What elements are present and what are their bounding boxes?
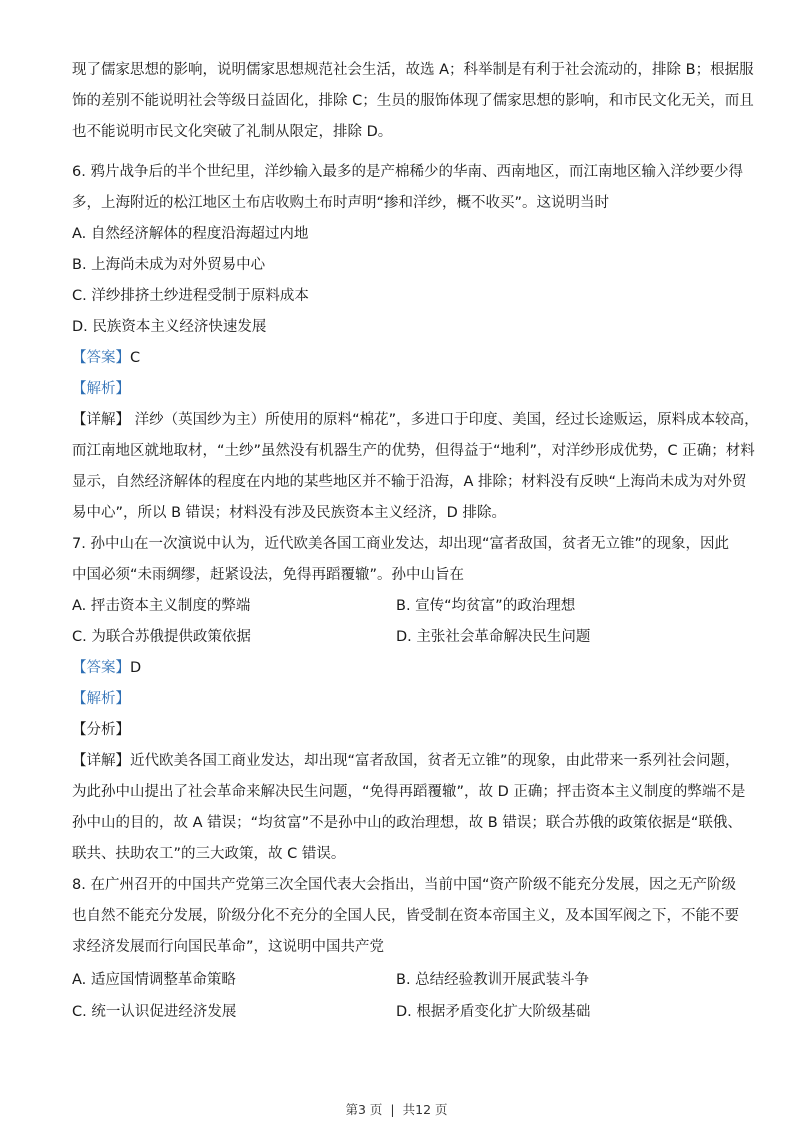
detail-line: 孙中山的目的，故 A 错误；“均贫富”不是孙中山的政治理想，故 B 错误；联合苏俄的政策依据是“联俄、 [72,815,742,831]
detail-line: 【详解】近代欧美各国工商业发达，却出现“富者敌国，贫者无立锥”的现象，由此带来一系列社会问题， [72,753,740,769]
question-7-stem: 7. 孙中山在一次演说中认为，近代欧美各国工商业发达，却出现“富者敌国，贫者无立锥”的现象，因此 [72,536,729,552]
question-8-stem: 求经济发展而行向国民革命”，这说明中国共产党 [72,939,385,955]
analysis-subtag: 【分析】 [72,722,130,738]
option-b: B. 上海尚未成为对外贸易中心 [72,257,266,273]
analysis-tag: 【解析】 [72,381,130,397]
option-a: A. 抨击资本主义制度的弊端 [72,598,251,614]
detail-line: 而江南地区就地取材，“土纱”虽然没有机器生产的优势，但得益于“地利”，对洋纱形成优势，C 正确；材料 [72,443,755,459]
question-7-stem: 中国必须“未雨绸缪，赶紧设法，免得再蹈覆辙”。孙中山旨在 [72,567,465,583]
footer-separator: | [390,1102,395,1117]
page-total: 共12 页 [402,1102,448,1117]
answer-value: D [130,660,142,676]
question-6-stem: 多，上海附近的松江地区土布店收购土布时声明“掺和洋纱，概不收买”。这说明当时 [72,195,610,211]
answer-tag: 【答案】 [72,350,130,366]
options-row [72,1002,722,1022]
analysis-tag: 【解析】 [72,691,130,707]
option-d: D. 根据矛盾变化扩大阶级基础 [396,1004,591,1020]
question-8-stem: 也自然不能充分发展，阶级分化不充分的全国人民，皆受制在资本帝国主义，及本国军阀之下，不能不要 [72,908,739,924]
detail-line: 易中心”，所以 B 错误；材料没有涉及民族资本主义经济，D 排除。 [72,505,506,521]
option-c: C. 统一认识促进经济发展 [72,1004,237,1020]
page-footer [0,1100,793,1118]
option-b: B. 宣传“均贫富”的政治理想 [396,598,576,614]
options-row [72,627,722,647]
option-a: A. 适应国情调整革命策略 [72,972,236,988]
intro-line: 饰的差别不能说明社会等级日益固化，排除 C；生员的服饰体现了儒家思想的影响，和市民文化无关，而且 [72,93,754,109]
question-6-stem: 6. 鸦片战争后的半个世纪里，洋纱输入最多的是产棉稀少的华南、西南地区，而江南地区输入洋纱要少得 [72,164,743,180]
options-row [72,970,722,990]
page-number: 第3 页 [345,1102,383,1117]
intro-line: 也不能说明市民文化突破了礼制从限定，排除 D。 [72,124,393,140]
answer-value: C [130,350,141,366]
option-d: D. 民族资本主义经济快速发展 [72,319,267,335]
detail-line: 显示，自然经济解体的程度在内地的某些地区并不输于沿海，A 排除；材料没有反映“上海尚未成为对外贸 [72,474,747,490]
option-a: A. 自然经济解体的程度沿海超过内地 [72,226,309,242]
option-d: D. 主张社会革命解决民生问题 [396,629,591,645]
option-b: B. 总结经验教训开展武装斗争 [396,972,590,988]
option-c: C. 为联合苏俄提供政策依据 [72,629,251,645]
answer-tag: 【答案】 [72,660,130,676]
detail-line: 联共、扶助农工”的三大政策，故 C 错误。 [72,846,346,862]
answer-line [72,658,141,678]
options-row [72,596,722,616]
intro-line: 现了儒家思想的影响，说明儒家思想规范社会生活，故选 A；科举制是有利于社会流动的，排除 B；根据服 [72,62,754,78]
option-c: C. 洋纱排挤土纱进程受制于原料成本 [72,288,309,304]
question-8-stem: 8. 在广州召开的中国共产党第三次全国代表大会指出，当前中国“资产阶级不能充分发展，因之无产阶级 [72,877,736,893]
answer-line [72,348,140,368]
detail-line: 为此孙中山提出了社会革命来解决民生问题，“免得再蹈覆辙”，故 D 正确；抨击资本主义制度的弊端不是 [72,784,746,800]
detail-line: 【详解】 洋纱（英国纱为主）所使用的原料“棉花”，多进口于印度、美国，经过长途贩运，原料成本较高， [72,412,759,428]
